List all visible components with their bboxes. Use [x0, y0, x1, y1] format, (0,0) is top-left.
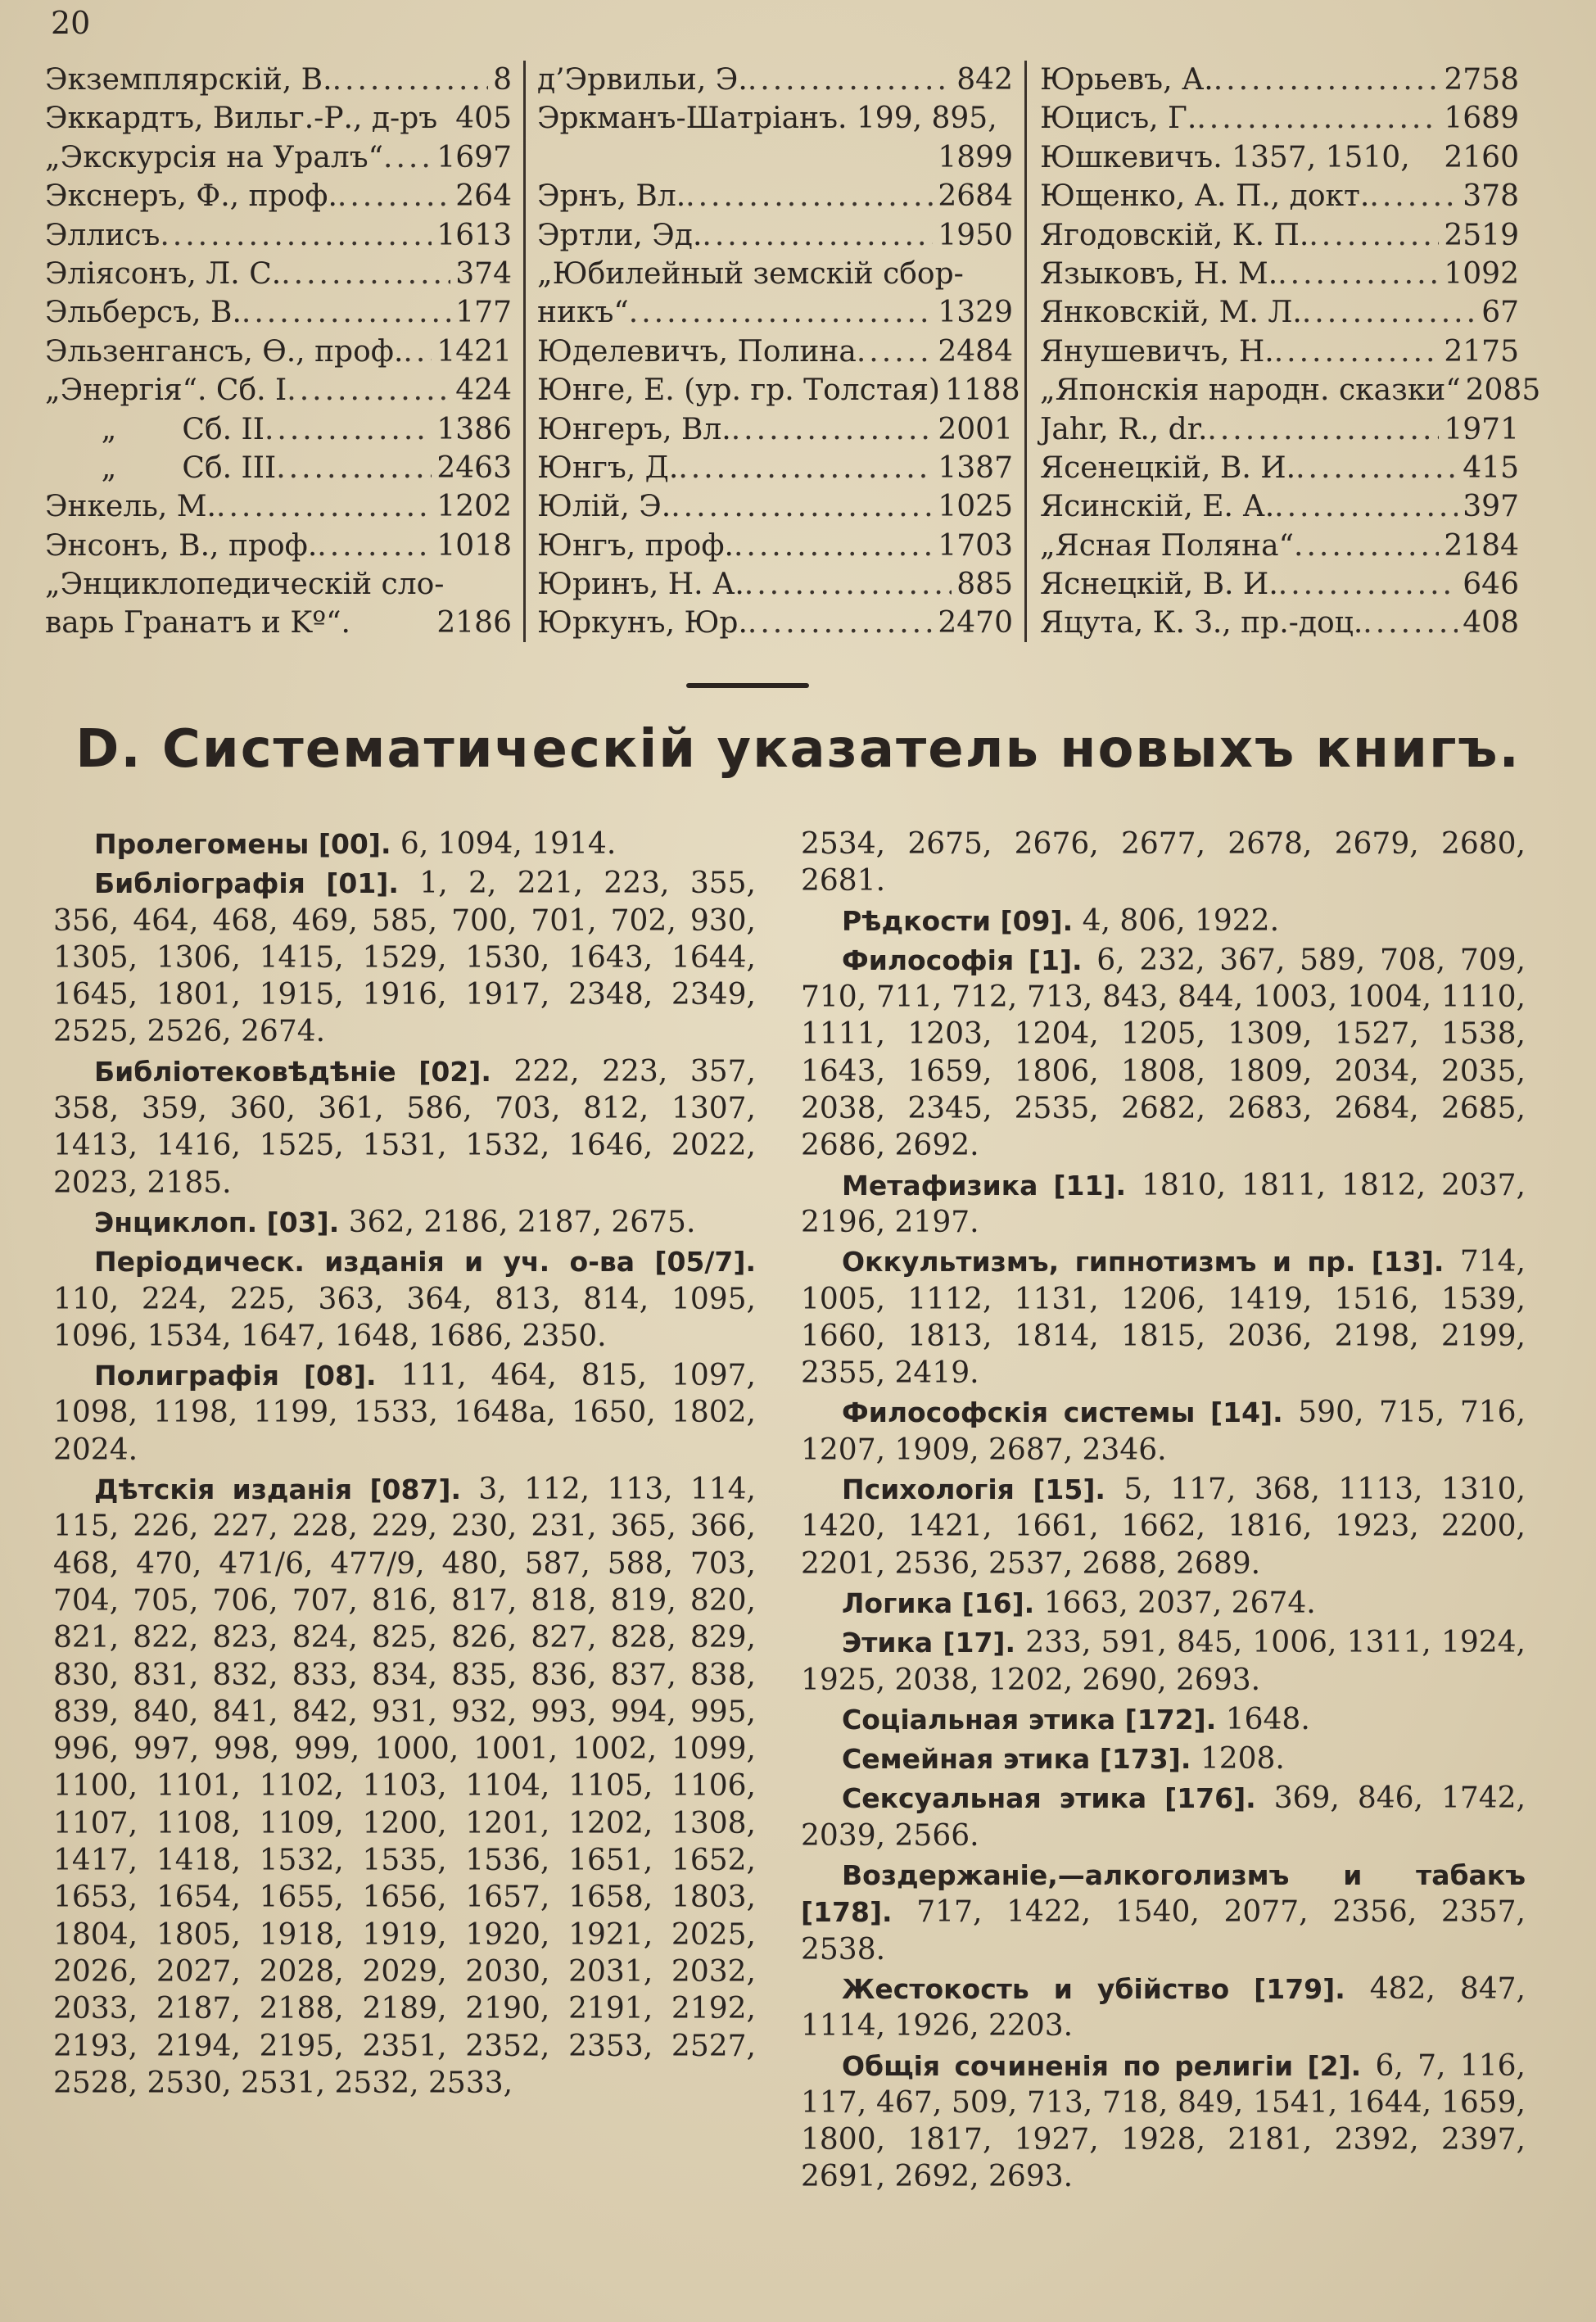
index-entry-page: 408 — [1463, 606, 1519, 640]
leader-dots — [857, 333, 934, 371]
subject-entry — [53, 826, 756, 862]
subject-heading: Логика [16]. — [842, 1586, 1035, 1619]
leader-dots — [276, 449, 432, 487]
leader-dots — [1214, 61, 1440, 99]
index-entry-name: Юлій, Э. — [537, 490, 671, 524]
subject-heading: Оккультизмъ, гипнотизмъ и пр. [13]. — [842, 1246, 1445, 1279]
index-entry-name: Юринъ, Н. А. — [537, 568, 744, 602]
index-entry-name: Эльзенгансъ, Ѳ., проф. — [45, 334, 404, 369]
index-entry-page: 2684 — [938, 179, 1013, 214]
index-entry-page: 374 — [455, 256, 512, 291]
index-entry-name: Эккардтъ, Вильг.-Р., д-ръ — [45, 102, 438, 136]
index-entry-name: Янковскій, М. Л. — [1040, 296, 1302, 330]
leader-dots — [1302, 293, 1476, 332]
subject-heading: Полиграфія [08]. — [94, 1360, 377, 1392]
subject-numbers: 2534, 2675, 2676, 2677, 2678, 2679, 2680, 2681. — [801, 827, 1526, 898]
leader-dots — [744, 565, 952, 604]
index-entry-page: 1188 — [944, 373, 1020, 408]
subject-numbers: 6, 1094, 1914. — [391, 827, 617, 861]
leader-dots — [748, 604, 933, 642]
leader-dots — [216, 487, 432, 526]
index-entry-page: 885 — [956, 568, 1013, 602]
index-entry — [45, 449, 512, 487]
index-entry-page: 1329 — [938, 296, 1013, 330]
index-entry-page: 1899 — [938, 140, 1013, 174]
subject-entry — [801, 1740, 1526, 1777]
subject-heading: Этика [17]. — [842, 1627, 1016, 1659]
leader-dots — [1277, 255, 1439, 293]
index-entry — [537, 255, 1013, 293]
author-index — [45, 61, 1541, 642]
index-entry-name: Яцута, К. З., пр.-доц. — [1040, 606, 1363, 640]
subject-heading: Дѣтскія изданія [087]. — [94, 1473, 462, 1506]
index-entry — [537, 138, 1013, 177]
index-entry-name: Юнгъ, проф. — [537, 528, 734, 563]
index-entry-page: 2001 — [938, 412, 1013, 446]
index-entry-page: 2175 — [1444, 334, 1519, 369]
index-entry — [45, 138, 512, 177]
index-entry — [537, 61, 1013, 99]
subject-entry — [801, 826, 1526, 900]
subject-heading: Семейная этика [173]. — [842, 1743, 1191, 1776]
index-entry — [1040, 255, 1519, 293]
index-entry — [45, 293, 512, 332]
index-entry-page: 2160 — [1444, 140, 1519, 174]
index-entry-page: 405 — [455, 102, 512, 136]
index-entry-name: „ Сб. III — [45, 450, 277, 485]
index-entry-page: 1950 — [938, 218, 1013, 252]
leader-dots — [337, 177, 450, 215]
subject-entry — [801, 1167, 1526, 1242]
leader-dots — [281, 255, 450, 293]
index-entry-name: Юшкевичъ. 1357, 1510, — [1040, 140, 1410, 174]
index-entry — [537, 410, 1013, 449]
subject-heading: Рѣдкости [09]. — [842, 904, 1074, 937]
subject-heading: Философскія системы [14]. — [842, 1396, 1283, 1429]
subject-numbers: 1648. — [1216, 1702, 1310, 1736]
leader-dots — [731, 410, 934, 449]
subject-numbers: 6, 232, 367, 589, 708, 709, 710, 711, 712, 713, 843, 844, 1003, 1004, 1110, 1111, 1203, 1204, 1205, 1309, 1527, 1538, 1643, 1659, 1806, 1808, 1809, 2034, 2035, 2038, 2345, 2535, 2682, 2683, 2684, 2685, 2686, 2692. — [801, 943, 1526, 1163]
index-entry-page: 177 — [455, 296, 512, 330]
index-entry-name: д’Эрвильи, Э. — [537, 63, 748, 97]
subject-numbers: 6, 7, 116, 117, 467, 509, 713, 718, 849, 1541, 1644, 1659, 1800, 1817, 1927, 1928, 2181, 2392, 2397, 2691, 2692, 2693. — [801, 2048, 1526, 2194]
page-number: 20 — [51, 5, 91, 41]
index-entry-name: „Ясная Поляна“ — [1040, 528, 1295, 563]
subject-heading: Философія [1]. — [842, 944, 1083, 976]
index-entry — [537, 565, 1013, 604]
subject-entry — [801, 1701, 1526, 1738]
index-entry-name: „Экскурсія на Уралъ“ — [45, 140, 384, 174]
index-entry-page: 1387 — [938, 450, 1013, 485]
index-entry — [1040, 177, 1519, 215]
section-separator — [686, 683, 809, 688]
leader-dots — [160, 216, 432, 255]
leader-dots — [242, 293, 450, 332]
index-entry — [1040, 527, 1519, 565]
index-entry-page: 2470 — [938, 606, 1013, 640]
index-entry-name: Юнге, Е. (ур. гр. Толстая) — [537, 373, 940, 408]
index-column-1 — [45, 61, 526, 642]
subject-numbers: 3, 112, 113, 114, 115, 226, 227, 228, 229, 230, 231, 365, 366, 468, 470, 471/6, 477/9, 480, 587, 588, 703, 704, 705, 706, 707, 816, 817, 818, 819, 820, 821, 822, 823, 824, 825, 826, 827, 828, 829, 830, 831, 832, 833, 834, 835, 836, 837, 838, 839, 840, 841, 842, 931, 932, 993, 994, 995, 996, 997, 998, 999, 1000, 1001, 1002, 1099, 1100, 1101, 1102, 1103, 1104, 1105, 1106, 1107, 1108, 1109, 1200, 1201, 1202, 1308, 1417, 1418, 1532, 1535, 1536, 1651, 1652, 1653, 1654, 1655, 1656, 1657, 1658, 1803, 1804, 1805, 1918, 1919, 1920, 1921, 2025, 2026, 2027, 2028, 2029, 2030, 2031, 2032, 2033, 2187, 2188, 2189, 2190, 2191, 2192, 2193, 2194, 2195, 2351, 2352, 2353, 2527, 2528, 2530, 2531, 2532, 2533, — [53, 1473, 756, 2100]
index-entry — [45, 216, 512, 255]
subject-entry — [801, 1471, 1526, 1582]
index-entry-page: 1421 — [436, 334, 512, 369]
leader-dots — [685, 177, 933, 215]
subject-entry — [53, 1204, 756, 1241]
index-entry-name: Ющенко, А. П., докт. — [1040, 179, 1370, 214]
index-entry-name: Экземплярскій, В. — [45, 63, 332, 97]
subject-numbers: 222, 223, 357, 358, 359, 360, 361, 586, 703, 812, 1307, 1413, 1416, 1525, 1531, 1532, 1646, 2022, 2023, 2185. — [53, 1054, 756, 1200]
index-entry-name: Энкель, М. — [45, 490, 217, 524]
subject-numbers: 590, 715, 716, 1207, 1909, 2687, 2346. — [801, 1396, 1526, 1467]
subject-entry — [801, 1624, 1526, 1699]
index-entry-name: Ягодовскій, К. П. — [1040, 218, 1309, 252]
index-entry-name: Юнгеръ, Вл. — [537, 412, 731, 446]
leader-dots — [671, 487, 933, 526]
subject-numbers: 369, 846, 1742, 2039, 2566. — [801, 1781, 1526, 1853]
subject-numbers: 5, 117, 368, 1113, 1310, 1420, 1421, 1661, 1662, 1816, 1923, 2200, 2201, 2536, 2537, 2688, 2689. — [801, 1473, 1526, 1581]
index-entry — [1040, 604, 1519, 642]
subject-entry — [53, 1357, 756, 1469]
index-entry — [537, 487, 1013, 526]
subject-heading: Библіотековѣдѣніе [02]. — [94, 1055, 491, 1088]
index-entry-name: Jahr, R., dr. — [1040, 412, 1208, 446]
index-entry-page: 842 — [956, 63, 1013, 97]
index-entry — [1040, 138, 1519, 177]
subject-entry — [801, 1394, 1526, 1469]
index-entry — [45, 527, 512, 565]
index-entry-name: Ясинскій, Е. А. — [1040, 490, 1275, 524]
subject-heading: Общія сочиненія по религіи [2]. — [842, 2049, 1362, 2082]
index-entry — [45, 61, 512, 99]
index-entry — [537, 99, 1013, 138]
index-entry-page: 67 — [1481, 296, 1519, 330]
index-entry — [537, 371, 1020, 410]
subject-heading: Воздержаніе,—алкоголизмъ и табакъ [178]. — [801, 1859, 1526, 1929]
leader-dots — [383, 138, 432, 177]
index-entry-page: 1386 — [436, 412, 512, 446]
index-entry-page: 1697 — [436, 140, 512, 174]
index-entry — [45, 604, 512, 642]
subject-numbers: 110, 224, 225, 363, 364, 813, 814, 1095, 1096, 1534, 1647, 1648, 1686, 2350. — [53, 1282, 756, 1353]
index-entry-name: „Японскія народн. сказки“ — [1040, 373, 1461, 408]
subject-numbers: 714, 1005, 1112, 1131, 1206, 1419, 1516, 1539, 1660, 1813, 1814, 1815, 2036, 2198, 2199, 2355, 2419. — [801, 1245, 1526, 1391]
subject-entry — [53, 1053, 756, 1202]
index-entry-name: Энсонъ, В., проф. — [45, 528, 318, 563]
subject-numbers: 362, 2186, 2187, 2675. — [339, 1205, 696, 1239]
subject-entry — [801, 1585, 1526, 1622]
index-column-2 — [526, 61, 1027, 642]
index-entry — [1040, 371, 1541, 410]
index-entry — [1040, 99, 1519, 138]
index-entry-page: 1703 — [938, 528, 1013, 563]
subject-entry — [801, 1971, 1526, 2045]
index-entry-page: 2519 — [1444, 218, 1519, 252]
index-entry-name: Экснеръ, Ф., проф. — [45, 179, 337, 214]
subject-entry — [801, 1243, 1526, 1392]
leader-dots — [1369, 177, 1458, 215]
index-entry-page: 415 — [1463, 450, 1519, 485]
index-entry-page: 8 — [493, 63, 512, 97]
leader-dots — [1196, 99, 1439, 138]
index-entry-page: 2085 — [1465, 373, 1541, 408]
index-entry-name: Юнгъ, Д. — [537, 450, 679, 485]
index-entry-page: 2484 — [938, 334, 1013, 369]
index-entry-page: 1092 — [1444, 256, 1519, 291]
index-entry-name: Яснецкій, В. И. — [1040, 568, 1278, 602]
index-entry-page: 397 — [1463, 490, 1519, 524]
subject-entry — [53, 865, 756, 1050]
subject-heading: Энциклоп. [03]. — [94, 1206, 340, 1238]
leader-dots — [748, 61, 952, 99]
index-column-3 — [1027, 61, 1541, 642]
index-entry-name: Юцисъ, Г. — [1040, 102, 1197, 136]
index-entry-name: Ясенецкій, В. И. — [1040, 450, 1296, 485]
index-entry — [1040, 449, 1519, 487]
index-entry — [45, 487, 512, 526]
index-entry-page: 1971 — [1444, 412, 1519, 446]
subject-numbers: 4, 806, 1922. — [1073, 903, 1280, 938]
section-title: D. Систематическій указатель новыхъ книгъ. — [75, 719, 1521, 780]
index-entry-page: 264 — [455, 179, 512, 214]
index-entry — [1040, 293, 1519, 332]
index-entry-page: 1025 — [938, 490, 1013, 524]
subject-heading: Библіографія [01]. — [94, 867, 399, 900]
index-entry — [1040, 410, 1519, 449]
leader-dots — [1309, 216, 1439, 255]
subject-numbers: 482, 847, 1114, 1926, 2203. — [801, 1971, 1526, 2044]
leader-dots — [678, 449, 933, 487]
subject-entry — [801, 942, 1526, 1165]
leader-dots — [1274, 487, 1458, 526]
index-entry — [45, 177, 512, 215]
index-entry — [45, 333, 512, 371]
leader-dots — [702, 216, 933, 255]
subject-entry — [53, 1243, 756, 1355]
leader-dots — [734, 527, 933, 565]
index-entry-page: 1689 — [1444, 102, 1519, 136]
leader-dots — [1363, 604, 1458, 642]
leader-dots — [1295, 449, 1458, 487]
index-entry — [1040, 487, 1519, 526]
subject-heading: Періодическ. изданія и уч. о-ва [05/7]. — [94, 1246, 756, 1279]
index-entry-page: 1613 — [436, 218, 512, 252]
index-entry — [537, 449, 1013, 487]
index-entry-name: Юрьевъ, А. — [1040, 63, 1214, 97]
index-entry-name: никъ“ — [537, 296, 629, 330]
subject-entry — [801, 903, 1526, 939]
subject-numbers: 1810, 1811, 1812, 2037, 2196, 2197. — [801, 1168, 1526, 1239]
index-entry-name: варь Гранатъ и Kº“. — [45, 606, 350, 640]
subject-entry — [801, 1857, 1526, 1968]
subject-heading: Жестокость и убійство [179]. — [842, 1972, 1345, 2005]
subject-numbers: 233, 591, 845, 1006, 1311, 1924, 1925, 2038, 1202, 2690, 2693. — [801, 1626, 1526, 1697]
index-entry-name: Эльберсъ, В. — [45, 296, 242, 330]
index-entry-name: „Энергія“. Сб. I — [45, 373, 287, 408]
leader-dots — [332, 61, 489, 99]
systematic-index-right-column — [801, 826, 1526, 2198]
index-entry-name: Эртли, Эд. — [537, 218, 703, 252]
index-entry-page: 1202 — [436, 490, 512, 524]
index-entry — [1040, 216, 1519, 255]
index-entry-name: „Юбилейный земскій сбор- — [537, 256, 964, 291]
index-entry — [537, 216, 1013, 255]
index-entry — [1040, 565, 1519, 604]
leader-dots — [1274, 333, 1440, 371]
leader-dots — [403, 333, 432, 371]
index-entry-name: Эрнъ, Вл. — [537, 179, 686, 214]
index-entry — [537, 527, 1013, 565]
index-entry — [45, 255, 512, 293]
index-entry — [537, 293, 1013, 332]
leader-dots — [264, 410, 432, 449]
subject-heading: Психологія [15]. — [842, 1473, 1105, 1506]
index-entry-page: 378 — [1463, 179, 1519, 214]
index-entry — [537, 604, 1013, 642]
index-entry-name: „Энциклопедическій сло- — [45, 568, 445, 602]
leader-dots — [287, 371, 450, 410]
subject-entry — [801, 2048, 1526, 2196]
index-entry-name: Юделевичъ, Полина — [537, 334, 857, 369]
index-entry-page: 646 — [1463, 568, 1519, 602]
index-entry-name: Языковъ, Н. М. — [1040, 256, 1278, 291]
index-entry-name: Янушевичъ, Н. — [1040, 334, 1274, 369]
subject-numbers: 1208. — [1191, 1742, 1285, 1777]
index-entry — [45, 565, 512, 604]
subject-heading: Сексуальная этика [176]. — [842, 1782, 1256, 1815]
index-entry-page: 2184 — [1444, 528, 1519, 563]
subject-entry — [53, 1471, 756, 2102]
leader-dots — [1294, 527, 1439, 565]
index-entry — [1040, 61, 1519, 99]
subject-numbers: 717, 1422, 1540, 2077, 2356, 2357, 2538. — [801, 1895, 1526, 1967]
leader-dots — [1278, 565, 1458, 604]
index-entry-page: 2463 — [436, 450, 512, 485]
subject-numbers: 1663, 2037, 2674. — [1034, 1586, 1316, 1620]
index-entry — [1040, 333, 1519, 371]
index-entry-name: Эркманъ-Шатріанъ. 199, 895, — [537, 102, 997, 136]
subject-heading: Соціальная этика [172]. — [842, 1703, 1217, 1736]
index-entry-name: „ Сб. II — [45, 412, 264, 446]
subject-entry — [801, 1780, 1526, 1854]
subject-numbers: 1, 2, 221, 223, 355, 356, 464, 468, 469, 585, 700, 701, 702, 930, 1305, 1306, 1415, 1529, 1530, 1643, 1644, 1645, 1801, 1915, 1916, 1917, 2348, 2349, 2525, 2526, 2674. — [53, 867, 756, 1049]
index-entry — [537, 177, 1013, 215]
index-entry-page: 424 — [455, 373, 512, 408]
index-entry-page: 2186 — [436, 606, 512, 640]
index-entry-name: Юркунъ, Юр. — [537, 606, 748, 640]
subject-numbers: 111, 464, 815, 1097, 1098, 1198, 1199, 1533, 1648а, 1650, 1802, 2024. — [53, 1359, 756, 1467]
subject-heading: Пролегомены [00]. — [94, 828, 391, 860]
index-entry-name: Эліясонъ, Л. С. — [45, 256, 282, 291]
leader-dots — [1207, 410, 1439, 449]
subject-heading: Метафизика [11]. — [842, 1169, 1127, 1202]
leader-dots — [317, 527, 432, 565]
index-entry — [45, 371, 512, 410]
index-entry — [45, 410, 512, 449]
index-entry-page: 2758 — [1444, 63, 1519, 97]
index-entry-page: 1018 — [436, 528, 512, 563]
index-entry-name: Эллисъ — [45, 218, 161, 252]
leader-dots — [629, 293, 934, 332]
index-entry — [45, 99, 512, 138]
systematic-index-left-column — [53, 826, 756, 2104]
index-entry — [537, 333, 1013, 371]
